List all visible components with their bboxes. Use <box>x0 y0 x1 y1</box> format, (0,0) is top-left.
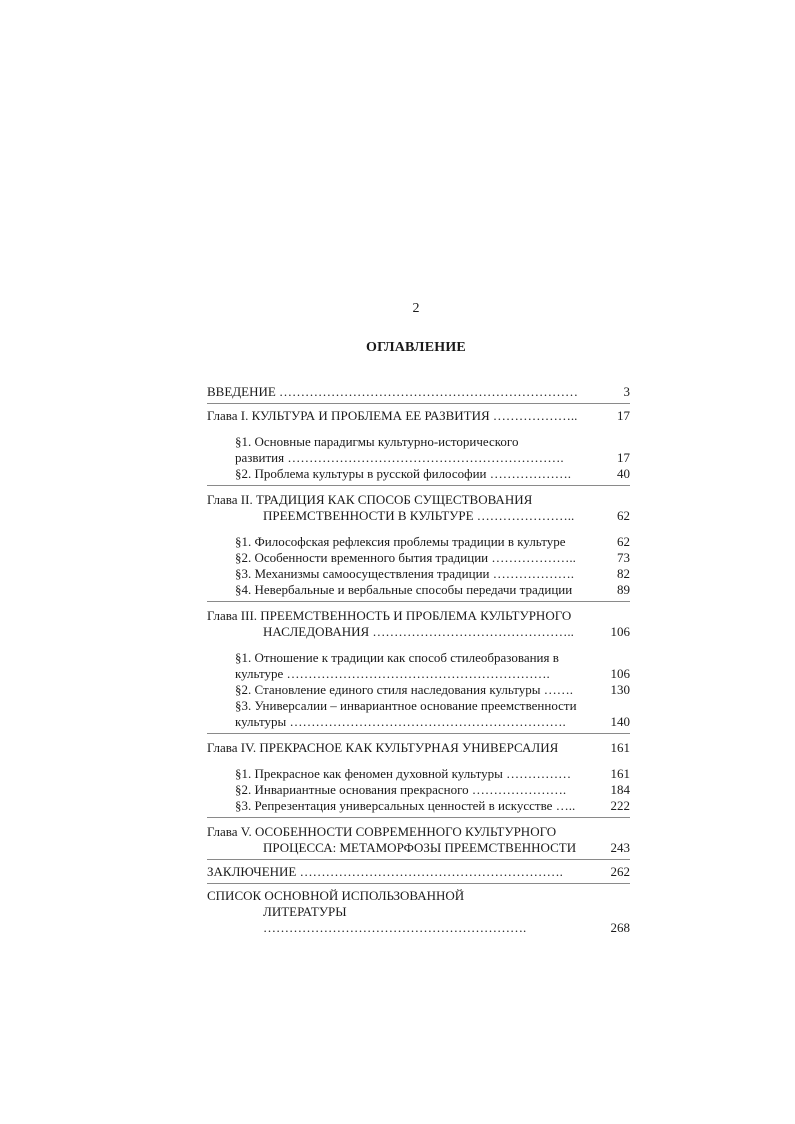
toc-entry-text <box>235 782 630 798</box>
toc-entry-text <box>235 798 630 814</box>
toc-page-number: 17 <box>617 408 630 423</box>
toc-page-number: 161 <box>610 766 630 781</box>
divider <box>207 403 630 404</box>
toc-page-number: 106 <box>610 666 630 681</box>
divider <box>207 733 630 734</box>
toc-chapter-entry[interactable] <box>207 408 630 424</box>
toc-entry-text <box>235 766 630 782</box>
divider <box>207 817 630 818</box>
toc-page-number: 89 <box>617 582 630 597</box>
toc-section-entry[interactable] <box>207 698 630 730</box>
toc-page-number: 3 <box>623 384 630 399</box>
toc-page-number: 17 <box>617 450 630 465</box>
divider <box>207 485 630 486</box>
toc-entry-line: §3. Механизмы самоосуществления традиции ………………. <box>235 566 574 581</box>
toc-section-entry[interactable] <box>207 566 630 582</box>
toc-entry-line: культуры ………………………………………………………. <box>235 714 566 729</box>
toc-page-number: 222 <box>610 798 630 813</box>
toc-chapter-entry[interactable] <box>207 492 630 524</box>
toc-section-entry[interactable] <box>207 534 630 550</box>
toc-section-entry[interactable] <box>207 650 630 682</box>
toc-entry-line: Глава III. ПРЕЕМСТВЕННОСТЬ И ПРОБЛЕМА КУЛЬТУРНОГО <box>207 608 572 623</box>
toc-entry-line: Глава I. КУЛЬТУРА И ПРОБЛЕМА ЕЕ РАЗВИТИЯ ……………….. <box>207 408 578 423</box>
toc-entry-text <box>235 534 630 550</box>
toc-entry-text <box>207 384 630 400</box>
toc-section-entry[interactable] <box>207 466 630 482</box>
toc-chapter-entry[interactable] <box>207 864 630 880</box>
divider <box>207 859 630 860</box>
toc-entry-line: §1. Отношение к традиции как способ стилеобразования в <box>235 650 559 665</box>
toc-entry-text <box>235 550 630 566</box>
table-of-contents <box>207 384 630 936</box>
toc-entry-line: §2. Особенности временного бытия традиции ……………….. <box>235 550 576 565</box>
toc-entry-line: §1. Основные парадигмы культурно-исторического <box>235 434 519 449</box>
toc-entry-line: ЗАКЛЮЧЕНИЕ ……………………………………………………. <box>207 864 563 879</box>
toc-page-number: 184 <box>610 782 630 797</box>
toc-page-number: 62 <box>617 508 630 523</box>
page-title: ОГЛАВЛЕНИЕ <box>366 340 466 355</box>
toc-entry-line: §1. Философская рефлексия проблемы традиции в культуре <box>235 534 566 549</box>
toc-section-entry[interactable] <box>207 798 630 814</box>
toc-page-number: 82 <box>617 566 630 581</box>
divider <box>207 601 630 602</box>
toc-entry-text <box>207 888 630 936</box>
toc-entry-text <box>207 608 630 640</box>
toc-page-number: 40 <box>617 466 630 481</box>
toc-entry-text <box>207 740 630 756</box>
toc-page-number: 73 <box>617 550 630 565</box>
toc-entry-line: ВВЕДЕНИЕ …………………………………………………………… <box>207 384 579 399</box>
toc-entry-line: §2. Инвариантные основания прекрасного …………………. <box>235 782 567 797</box>
toc-entry-line: §3. Универсалии – инвариантное основание преемственности <box>235 698 577 713</box>
toc-entry-line: ПРЕЕМСТВЕННОСТИ В КУЛЬТУРЕ ………………….. <box>263 508 575 523</box>
toc-page-number: 268 <box>610 920 630 935</box>
toc-entry-text <box>235 434 630 466</box>
toc-section-entry[interactable] <box>207 434 630 466</box>
toc-entry-line: §2. Проблема культуры в русской философии ………………. <box>235 466 571 481</box>
toc-entry-text <box>235 650 630 682</box>
toc-entry-line: Глава V. ОСОБЕННОСТИ СОВРЕМЕННОГО КУЛЬТУРНОГО <box>207 824 557 839</box>
toc-page-number: 262 <box>610 864 630 879</box>
toc-entry-text <box>207 864 630 880</box>
toc-entry-line: Глава II. ТРАДИЦИЯ КАК СПОСОБ СУЩЕСТВОВАНИЯ <box>207 492 533 507</box>
divider <box>207 883 630 884</box>
toc-entry-line: СПИСОК ОСНОВНОЙ ИСПОЛЬЗОВАННОЙ <box>207 888 465 903</box>
toc-section-entry[interactable] <box>207 550 630 566</box>
toc-chapter-entry[interactable] <box>207 888 630 936</box>
toc-page-number: 106 <box>610 624 630 639</box>
toc-entry-line: §1. Прекрасное как феномен духовной культуры …………… <box>235 766 572 781</box>
toc-entry-text <box>235 466 630 482</box>
toc-entry-text <box>207 492 630 524</box>
toc-page-number: 161 <box>610 740 630 755</box>
toc-page-number: 130 <box>610 682 630 697</box>
toc-entry-line: ЛИТЕРАТУРЫ ……………………………………………………. <box>263 904 527 935</box>
toc-chapter-entry[interactable] <box>207 824 630 856</box>
toc-entry-line: культуре ……………………………………………………. <box>235 666 550 681</box>
toc-entry-text <box>235 566 630 582</box>
toc-entry-text <box>235 582 630 598</box>
toc-entry-text <box>235 698 630 730</box>
toc-page-number: 243 <box>610 840 630 855</box>
toc-entry-text <box>207 408 630 424</box>
toc-chapter-entry[interactable] <box>207 384 630 400</box>
toc-page-number: 140 <box>610 714 630 729</box>
toc-section-entry[interactable] <box>207 682 630 698</box>
toc-entry-line: §3. Репрезентация универсальных ценностей в искусстве ….. <box>235 798 576 813</box>
toc-entry-line: Глава IV. ПРЕКРАСНОЕ КАК КУЛЬТУРНАЯ УНИВЕРСАЛИЯ <box>207 740 559 755</box>
toc-chapter-entry[interactable] <box>207 740 630 756</box>
toc-section-entry[interactable] <box>207 782 630 798</box>
toc-section-entry[interactable] <box>207 766 630 782</box>
toc-entry-line: развития ………………………………………………………. <box>235 450 564 465</box>
toc-section-entry[interactable] <box>207 582 630 598</box>
toc-entry-text <box>207 824 630 856</box>
toc-page-number: 62 <box>617 534 630 549</box>
toc-entry-text <box>235 682 630 698</box>
page-number: 2 <box>412 301 420 316</box>
toc-entry-line: §4. Невербальные и вербальные способы передачи традиции <box>235 582 573 597</box>
toc-chapter-entry[interactable] <box>207 608 630 640</box>
toc-entry-line: НАСЛЕДОВАНИЯ ……………………………………….. <box>263 624 574 639</box>
toc-entry-line: ПРОЦЕССА: МЕТАМОРФОЗЫ ПРЕЕМСТВЕННОСТИ <box>263 840 577 855</box>
toc-entry-line: §2. Становление единого стиля наследования культуры ……. <box>235 682 574 697</box>
